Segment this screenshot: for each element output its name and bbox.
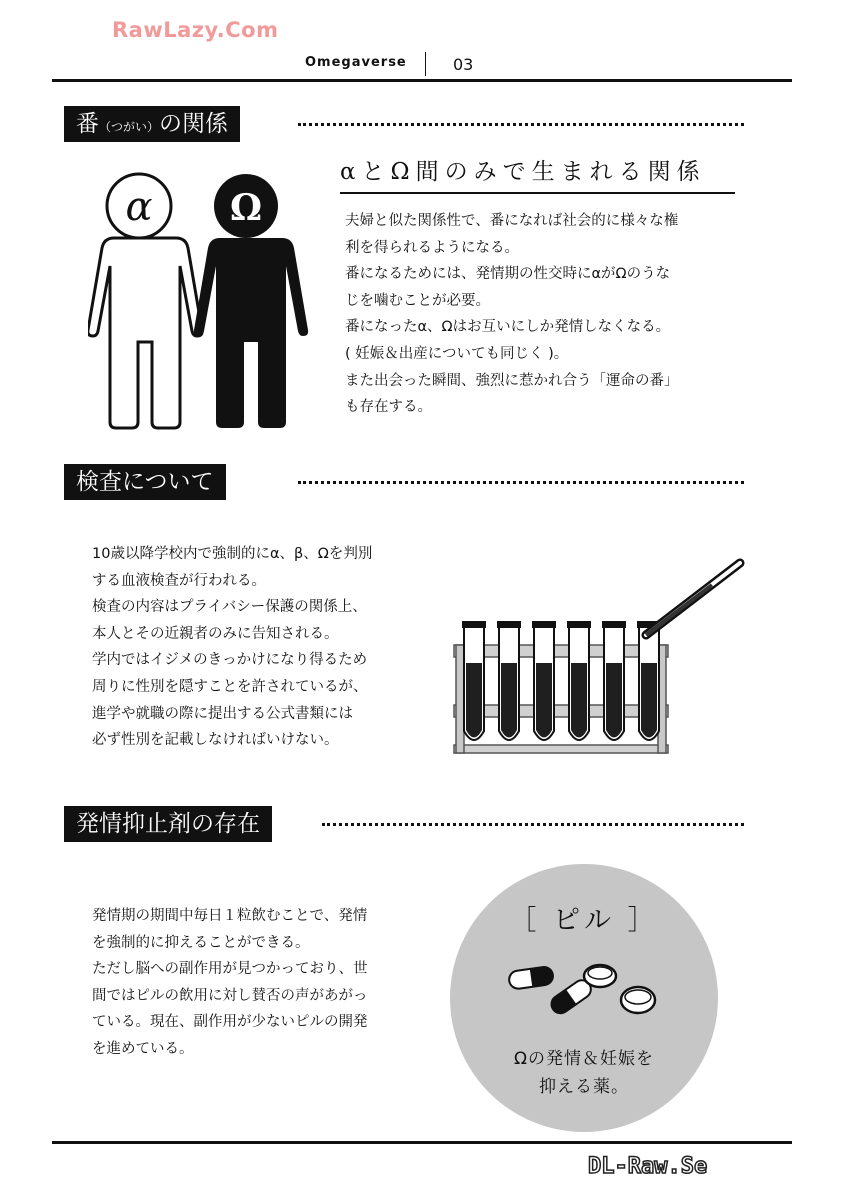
body-line: ている。現在、副作用が少ないピルの開発 xyxy=(92,1014,368,1031)
tablet-icon xyxy=(621,987,655,1013)
body-line: を進めている。 xyxy=(92,1040,194,1057)
test-tube-icon xyxy=(637,621,661,740)
test-tube-icon xyxy=(532,621,556,740)
section2-body xyxy=(92,541,372,754)
body-line: ( 妊娠＆出産についても同じく )。 xyxy=(345,345,569,362)
body-line: じを噛むことが必要。 xyxy=(345,292,490,309)
body-line: 学内ではイジメのきっかけになり得るため xyxy=(92,652,368,669)
alpha-omega-figures xyxy=(88,170,313,432)
body-line: 間ではピルの飲用に対し賛否の声があがっ xyxy=(92,987,368,1004)
title-main-a: 番 xyxy=(76,111,99,137)
body-line: 検査の内容はプライバシー保護の関係上、 xyxy=(92,599,367,616)
body-line: 周りに性別を隠すことを許されているが、 xyxy=(92,678,368,695)
footer-logo: DL-Raw.Se xyxy=(588,1154,708,1179)
title-main-b: の関係 xyxy=(159,111,229,137)
tablet-icon xyxy=(584,965,616,987)
page-number: 03 xyxy=(453,55,474,74)
section-title-test: 検査について xyxy=(64,464,226,500)
section-dotted-line xyxy=(298,123,744,126)
body-line: 10歳以降学校内で強制的にα、β、Ωを判別 xyxy=(92,546,373,562)
body-line: 本人とその近親者のみに告知される。 xyxy=(92,625,339,642)
body-line: 番になったα、Ωはお互いにしか発情しなくなる。 xyxy=(345,319,671,336)
body-line: する血液検査が行われる。 xyxy=(92,572,266,589)
omega-body-icon xyxy=(194,238,308,428)
watermark: RawLazy.Com xyxy=(112,18,279,42)
caption-line: Ωの発情＆妊娠を xyxy=(514,1049,654,1069)
header-separator xyxy=(425,52,426,76)
test-tube-icon xyxy=(602,621,626,740)
test-tubes-illustration xyxy=(450,555,750,760)
pill-caption xyxy=(450,1045,718,1101)
body-line: 発情期の期間中毎日１粒飲むことで、発情 xyxy=(92,908,368,924)
test-tube-icon xyxy=(462,621,486,740)
test-tube-icon xyxy=(567,621,591,740)
section-title-pair-bond xyxy=(64,106,240,142)
capsule-icon xyxy=(508,966,554,990)
omega-symbol: Ω xyxy=(229,187,263,229)
body-line: ただし脳への副作用が見つかっており、世 xyxy=(92,961,368,978)
body-line: も存在する。 xyxy=(345,399,432,416)
footer-rule xyxy=(52,1141,792,1144)
pipette-icon xyxy=(646,563,740,635)
series-title: Omegaverse xyxy=(305,55,407,70)
body-line: また出会った瞬間、強烈に惹かれ合う「運命の番」 xyxy=(345,372,679,389)
body-line: 進学や就職の際に提出する公式書類には xyxy=(92,705,353,722)
title-reading: （つがい） xyxy=(99,120,160,134)
test-tube-rack-icon xyxy=(454,645,668,753)
caption-line: 抑える薬。 xyxy=(539,1077,629,1097)
body-line: 利を得られるようになる。 xyxy=(345,239,519,256)
alpha-symbol: α xyxy=(125,184,153,230)
body-line: 必ず性別を記載しなければいけない。 xyxy=(92,732,339,749)
pills-illustration xyxy=(500,958,670,1028)
section-dotted-line xyxy=(298,481,744,484)
body-line: を強制的に抑えることができる。 xyxy=(92,934,310,951)
pill-title: ［ ピル ］ xyxy=(509,905,659,936)
section1-body xyxy=(345,208,679,421)
body-line: 番になるためには、発情期の性交時にαがΩのうな xyxy=(345,266,671,283)
section-title-suppressant: 発情抑止剤の存在 xyxy=(64,806,272,842)
body-line: 夫婦と似た関係性で、番になれば社会的に様々な権 xyxy=(345,213,679,229)
section1-subheading: αとΩ間のみで生まれる関係 xyxy=(340,153,735,194)
header-rule xyxy=(52,79,792,82)
alpha-body-icon xyxy=(88,238,202,428)
section3-body xyxy=(92,903,368,1063)
test-tube-icon xyxy=(497,621,521,740)
section-dotted-line xyxy=(322,823,744,826)
